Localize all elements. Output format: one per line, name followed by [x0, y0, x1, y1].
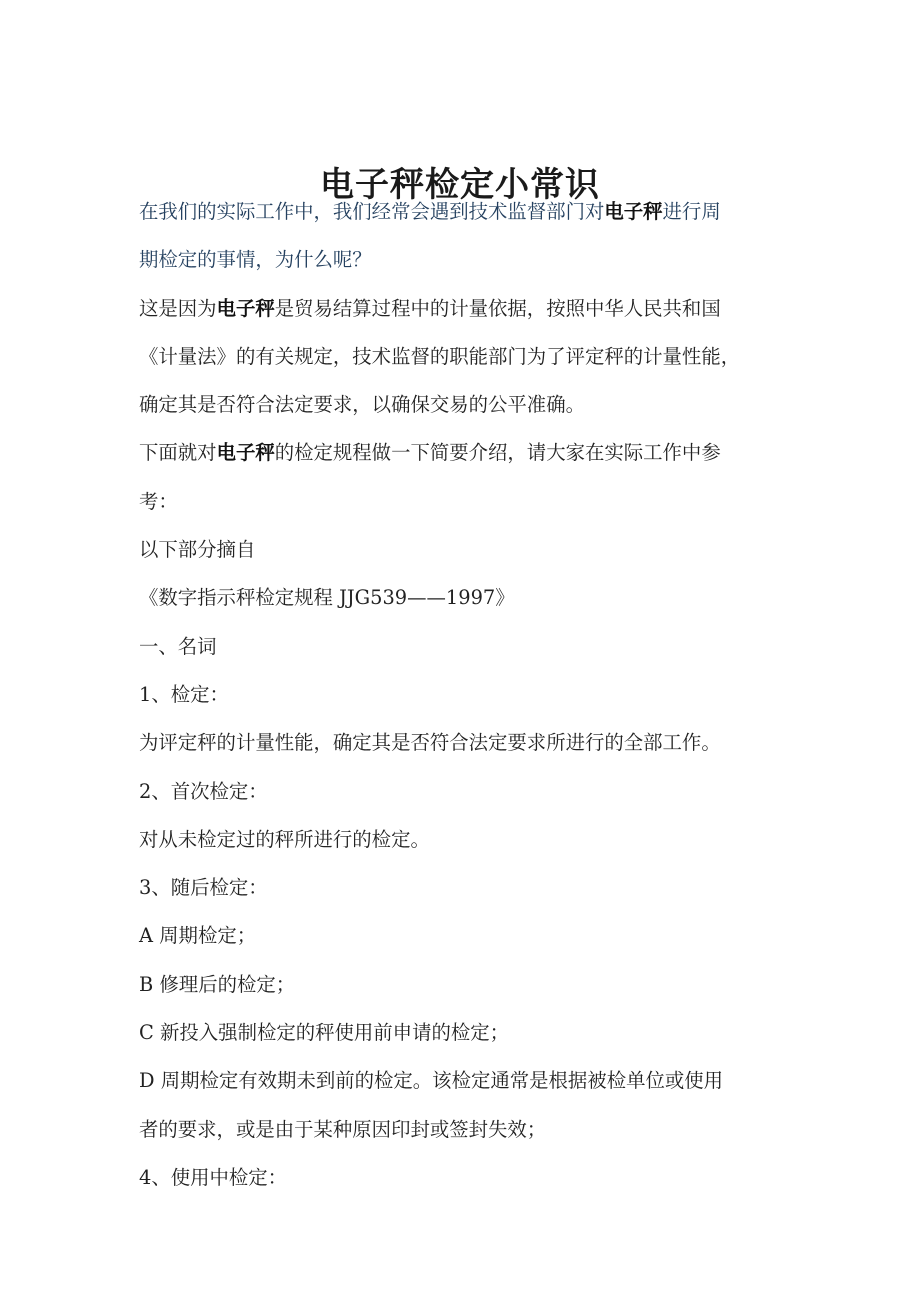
para3-text-a: 下面就对 [139, 441, 217, 465]
keyword-electronic-scale: 电子秤 [604, 200, 663, 223]
document-body [139, 188, 789, 1202]
para2-line-3: 确定其是否符合法定要求，以确保交易的公平准确。 [139, 393, 585, 417]
intro-text-a: 在我们的实际工作中，我们经常会遇到技术监督部门对 [139, 200, 605, 223]
para3-text-b: 的检定规程做一下简要介绍，请大家在实际工作中参 [274, 441, 721, 465]
list-item: C 新投入强制检定的秤使用前申请的检定； [139, 1021, 510, 1045]
item-text: 对从未检定过的秤所进行的检定。 [139, 827, 430, 851]
keyword-electronic-scale: 电子秤 [216, 296, 275, 320]
para2-text-b: 是贸易结算过程中的计量依据，按照中华人民共和国 [274, 296, 721, 320]
document-title: 电子秤检定小常识 [320, 164, 600, 205]
list-item-continued: 者的要求，或是由于某种原因印封或签封失效； [139, 1117, 547, 1141]
keyword-electronic-scale: 电子秤 [216, 441, 275, 465]
list-item: D 周期检定有效期未到前的检定。该检定通常是根据被检单位或使用 [139, 1069, 724, 1093]
para2-text-a: 这是因为 [139, 296, 217, 320]
item-heading: 4、使用中检定： [139, 1165, 288, 1189]
list-item: B 修理后的检定； [139, 972, 296, 996]
intro-text-b: 进行周 [662, 200, 721, 223]
item-heading: 1、检定： [139, 682, 229, 706]
item-heading: 3、随后检定： [139, 876, 268, 900]
section-heading: 一、名词 [139, 634, 217, 658]
item-text: 为评定秤的计量性能，确定其是否符合法定要求所进行的全部工作。 [139, 731, 721, 755]
item-heading: 2、首次检定： [139, 779, 268, 803]
para3-line-2: 考： [139, 489, 178, 513]
list-item: A 周期检定； [139, 924, 257, 948]
para2-line-2: 《计量法》的有关规定，技术监督的职能部门为了评定秤的计量性能， [139, 344, 741, 368]
intro-line-1 [139, 188, 789, 236]
excerpt-intro: 以下部分摘自 [139, 538, 256, 562]
para2-line-1 [139, 285, 789, 333]
para3-line-1 [139, 429, 789, 477]
source-reference: 《数字指示秤检定规程 JJG539——1997》 [139, 586, 515, 610]
intro-line-2: 期检定的事情，为什么呢？ [139, 248, 372, 272]
